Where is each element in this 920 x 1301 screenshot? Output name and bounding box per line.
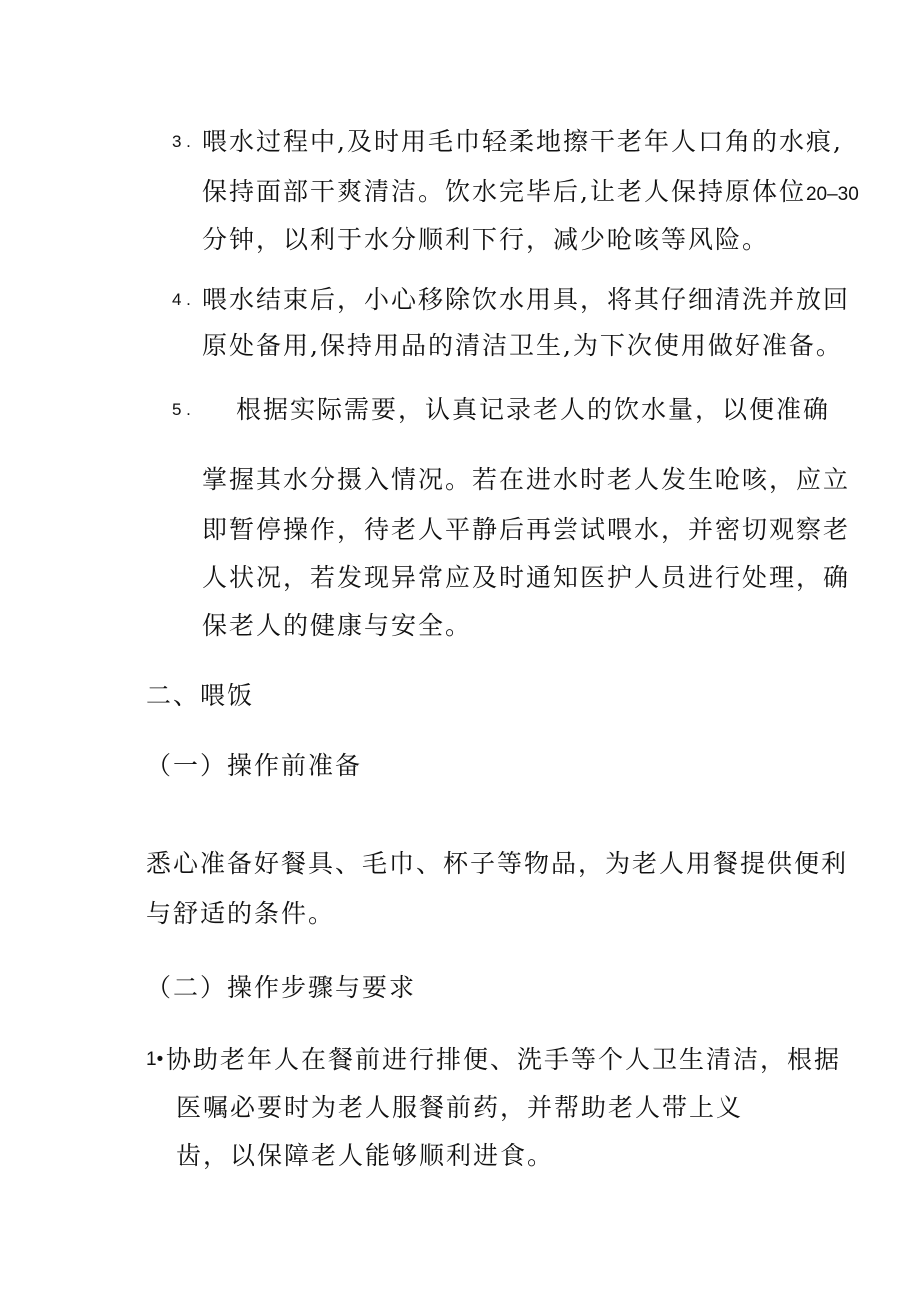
item-4-line-2: 原处备用,保持用品的清洁卫生,为下次使用做好准备。 [202,331,843,360]
item-number-4: 4 . [172,290,191,309]
item-3-line-3: 分钟，以利于水分顺利下行，减少呛咳等风险。 [202,225,770,254]
subsection-steps: （二）操作步骤与要求 [146,973,417,1002]
step-1-line-1: 协助老年人在餐前进行排便、洗手等个人卫生清洁，根据 [166,1045,842,1074]
preparation-line-1: 悉心准备好餐具、毛巾、杯子等物品，为老人用餐提供便利 [146,849,849,878]
item-number-3: 3 . [172,132,191,151]
preparation-line-2: 与舒适的条件。 [146,899,336,928]
step-1-line-2: 医嘱必要时为老人服餐前药，并帮助老人带上义 [176,1093,744,1122]
item-number-5: 5 . [172,400,191,419]
step-number-1: 1• [146,1049,164,1070]
item-5-line-4: 人状况，若发现异常应及时通知医护人员进行处理，确 [202,563,851,592]
item-5-line-5: 保老人的健康与安全。 [202,611,473,640]
subsection-preparation: （一）操作前准备 [146,751,363,780]
item-5-line-1: 根据实际需要，认真记录老人的饮水量，以便准确 [236,395,831,424]
item-4-line-1: 喂水结束后，小心移除饮水用具，将其仔细清洗并放回 [202,285,851,314]
step-1-line-3: 齿，以保障老人能够顺利进食。 [176,1141,555,1170]
item-5-line-3: 即暂停操作，待老人平静后再尝试喂水，并密切观察老 [202,515,851,544]
item-3-line-2 [202,176,859,211]
item-3-line-2-text: 保持面部干爽清洁。饮水完毕后,让老人保持原体位 [202,177,806,206]
item-5-line-2: 掌握其水分摄入情况。若在进水时老人发生呛咳，应立 [202,465,851,494]
section-title-feeding: 二、喂饭 [146,681,255,710]
item-3-line-1: 喂水过程中,及时用毛巾轻柔地擦干老年人口角的水痕, [202,127,843,156]
item-3-duration-range: 20–30 [805,184,859,205]
